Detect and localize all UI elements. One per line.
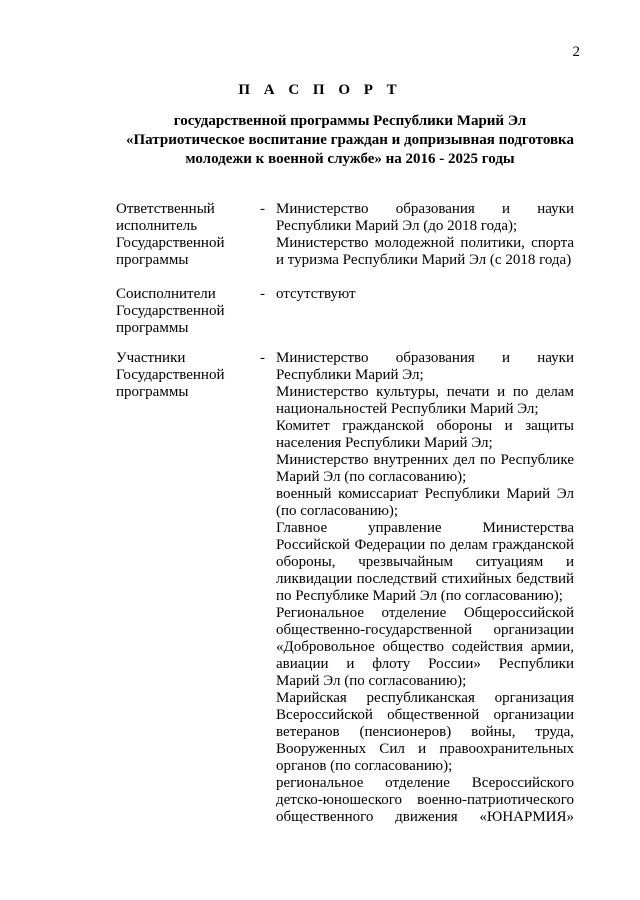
section-label [116, 286, 256, 337]
label-line: исполнитель [116, 218, 198, 234]
content-line: «Добровольное общество содействия армии, [276, 639, 574, 655]
content-line: Главное управление Министерства [276, 520, 574, 536]
content-line: авиации и флоту России» Республики [276, 656, 574, 672]
content-line: Республики Марий Эл (до 2018 года); [276, 218, 518, 234]
section-dash: - [260, 286, 265, 302]
label-line: Государственной [116, 235, 225, 251]
section-content [276, 286, 574, 303]
section-label [116, 201, 256, 269]
content-line: по Республике Марий Эл (по согласованию); [276, 588, 563, 604]
label-line: Соисполнители [116, 286, 216, 302]
section-label [116, 350, 256, 401]
label-line: Государственной [116, 303, 225, 319]
content-line: и туризма Республики Марий Эл (с 2018 года) [276, 252, 572, 268]
document-subtitle [100, 112, 600, 169]
label-line: Ответственный [116, 201, 215, 217]
content-line: Комитет гражданской обороны и защиты [276, 418, 574, 434]
document-title: П А С П О Р Т [238, 82, 402, 98]
content-line: региональное отделение Всероссийского [276, 775, 574, 791]
content-line: Министерство культуры, печати и по делам [276, 384, 574, 400]
section-content [276, 201, 574, 269]
content-line: национальностей Республики Марий Эл; [276, 401, 539, 417]
label-line: Участники [116, 350, 186, 366]
content-line: Вооруженных Сил и правоохранительных [276, 741, 574, 757]
section-dash: - [260, 350, 265, 366]
content-line: Министерство внутренних дел по Республике [276, 452, 574, 468]
content-line: Всероссийской общественной организации [276, 707, 574, 723]
content-line: Марийская республиканская организация [276, 690, 574, 706]
content-line: ликвидации последствий стихийных бедствий [276, 571, 574, 587]
content-line: органов (по согласованию); [276, 758, 453, 774]
content-line: населения Республики Марий Эл; [276, 435, 493, 451]
content-line: общественного движения «ЮНАРМИЯ» [276, 809, 574, 825]
content-line: детско-юношеского военно-патриотического [276, 792, 574, 808]
content-line: ветеранов (пенсионеров) войны, труда, [276, 724, 574, 740]
content-line: Марий Эл (по согласованию); [276, 469, 467, 485]
content-line: Российской Федерации по делам гражданской [276, 537, 574, 553]
label-line: Государственной [116, 367, 225, 383]
page-number: 2 [572, 44, 580, 60]
label-line: программы [116, 320, 189, 336]
content-line: общественно-государственной организации [276, 622, 574, 638]
content-line: Министерство молодежной политики, спорта [276, 235, 574, 251]
label-line: программы [116, 384, 189, 400]
section-dash: - [260, 201, 265, 217]
content-line: Республики Марий Эл; [276, 367, 424, 383]
content-line: Региональное отделение Общероссийской [276, 605, 574, 621]
content-line: обороны, чрезвычайным ситуациям и [276, 554, 574, 570]
label-line: программы [116, 252, 189, 268]
subtitle-line: государственной программы Республики Марий Эл [173, 113, 527, 129]
section-content [276, 350, 574, 826]
subtitle-line: молодежи к военной службе» на 2016 - 2025 годы [185, 151, 515, 167]
subtitle-line: «Патриотическое воспитание граждан и допризывная подготовка [126, 132, 574, 148]
content-line: отсутствуют [276, 286, 356, 302]
content-line: Марий Эл (по согласованию); [276, 673, 467, 689]
content-line: Министерство образования и науки [276, 201, 574, 217]
content-line: Министерство образования и науки [276, 350, 574, 366]
content-line: военный комиссариат Республики Марий Эл [276, 486, 574, 502]
content-line: (по согласованию); [276, 503, 399, 519]
